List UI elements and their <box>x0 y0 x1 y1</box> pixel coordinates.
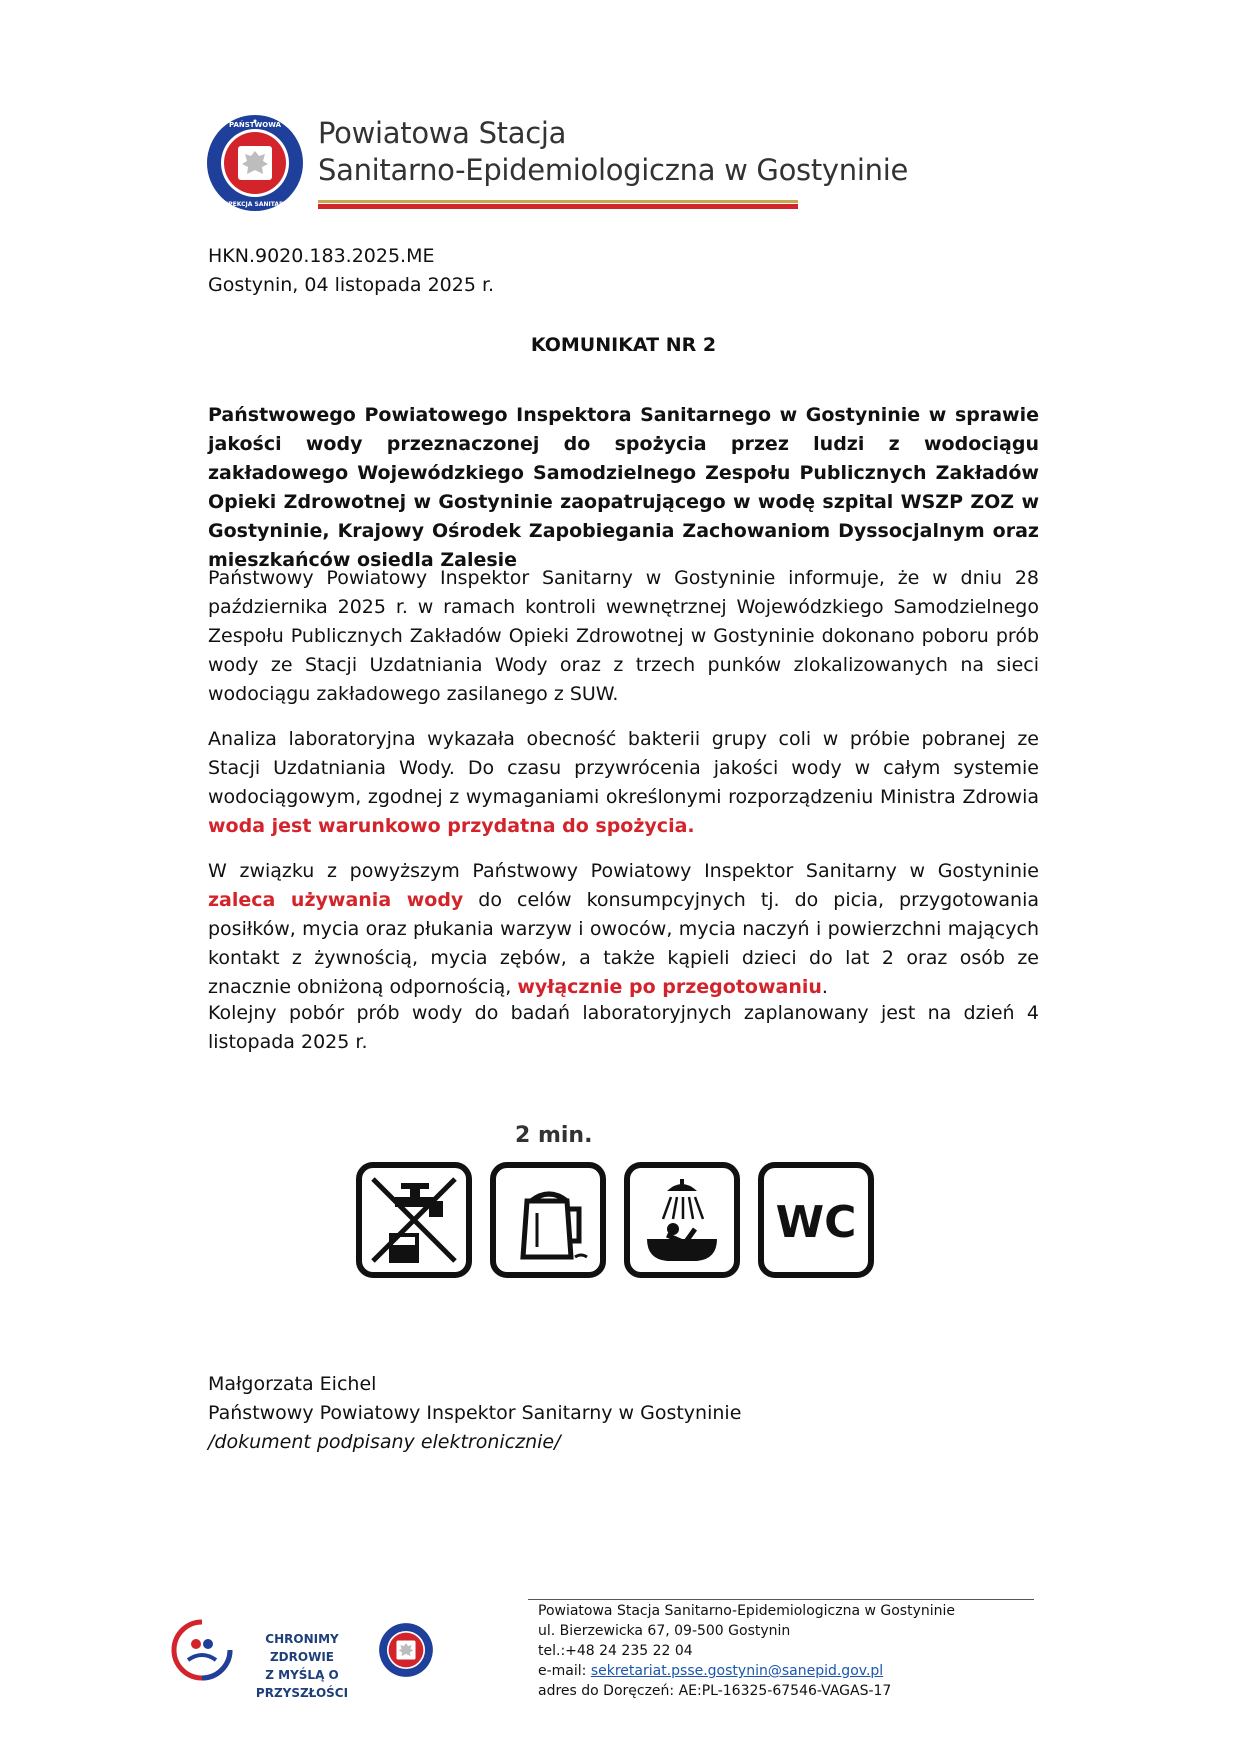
paragraph-2-text: Analiza laboratoryjna wykazała obecność bakterii grupy coli w próbie pobranej ze Stacji Uzdatniania Wody. Do czasu przywrócenia jakości wody w całym systemie wodociągowym, zgodnej z wymaganiami określonymi rozporządzeniu Ministra Zdrowia <box>208 728 1039 808</box>
paragraph-1: Państwowy Powiatowy Inspektor Sanitarny w Gostyninie informuje, że w dniu 28 października 2025 r. w ramach kontroli wewnętrznej Wojewódzkiego Samodzielnego Zespołu Publicznych Zakładów Opieki Zdrowotnej w Gostyninie dokonano poboru prób wody ze Stacji Uzdatniania Wody oraz z trzech punków zlokalizowanych na sieci wodociągu zakładowego zasilanego z SUW. <box>208 567 1039 705</box>
org-title-line2: Sanitarno-Epidemiologiczna w Gostyninie <box>318 153 908 187</box>
campaign-slogan <box>242 1630 362 1702</box>
paragraph-2-highlight: woda jest warunkowo przydatna do spożycia. <box>208 815 695 837</box>
announcement-subject: Państwowego Powiatowego Inspektora Sanitarnego w Gostyninie w sprawie jakości wody przeznaczonej do spożycia przez ludzi z wodociągu zakładowego Wojewódzkiego Samodzielnego Zespołu Publicznych Zakładów Opieki Zdrowotnej w Gostyninie zaopatrującego w wodę szpital WSZP ZOZ w Gostyninie, Krajowy Ośrodek Zapobiegania Zachowaniom Dyssocjalnym oraz mieszkańców osiedla Zalesie <box>208 404 1039 571</box>
header-divider <box>318 200 798 209</box>
paragraph-3-highlight-b: wyłącznie po przegotowaniu <box>517 976 822 998</box>
footer-email-label: e-mail: <box>538 1663 591 1679</box>
announcement-title: KOMUNIKAT NR 2 <box>530 334 717 356</box>
paragraph-3-text-b: do celów konsumpcyjnych tj. do picia, przygotowania posiłków, mycia oraz płukania warzyw i owoców, mycia naczyń i powierzchni mających kontakt z żywnością, mycia zębów, a także kąpieli dzieci do lat 2 oraz osób ze znacznie obniżoną odpornością, <box>208 889 1040 998</box>
footer-email-link[interactable]: sekretariat.psse.gostynin@sanepid.gov.pl <box>590 1663 884 1679</box>
signatory-name: Małgorzata Eichel <box>208 1373 377 1395</box>
paragraph-3 <box>208 857 1039 1002</box>
footer-delivery-address: adres do Doręczeń: AE:PL-16325-67546-VAGAS-17 <box>538 1683 892 1699</box>
footer-address: ul. Bierzewicka 67, 09-500 Gostynin <box>538 1623 791 1639</box>
paragraph-3-highlight-a: zaleca używania wody <box>208 889 464 911</box>
pictogram-row <box>355 1123 875 1293</box>
wc-label: WC <box>775 1197 857 1248</box>
campaign-line2: Z MYŚLĄ O PRZYSZŁOŚCI <box>255 1668 349 1700</box>
footer-org: Powiatowa Stacja Sanitarno-Epidemiologiczna w Gostyninie <box>538 1603 956 1619</box>
reference-number: HKN.9020.183.2025.ME <box>208 245 435 267</box>
pis-seal-small-icon <box>378 1622 434 1678</box>
footer-phone: tel.:+48 24 235 22 04 <box>538 1643 693 1659</box>
signature-block <box>208 1370 741 1457</box>
signatory-position: Państwowy Powiatowy Inspektor Sanitarny w Gostyninie <box>208 1402 742 1424</box>
paragraph-3-text-a: W związku z powyższym Państwowy Powiatowy Inspektor Sanitarny w Gostyninie <box>208 860 1039 882</box>
kettle-icon <box>489 1161 607 1279</box>
footer-divider <box>528 1599 1034 1600</box>
paragraph-4: Kolejny pobór prób wody do badań laboratoryjnych zaplanowany jest na dzień 4 listopada 2025 r. <box>208 1002 1039 1053</box>
footer-contact <box>538 1601 955 1701</box>
org-title-line1: Powiatowa Stacja <box>318 116 567 150</box>
place-date: Gostynin, 04 listopada 2025 r. <box>208 274 495 296</box>
boil-time-caption: 2 min. <box>515 1123 593 1148</box>
pis-seal-logo <box>205 113 305 213</box>
campaign-line1: CHRONIMY ZDROWIE <box>265 1632 339 1664</box>
signature-note: /dokument podpisany elektronicznie/ <box>208 1431 561 1453</box>
organization-title <box>318 115 908 189</box>
paragraph-3-end: . <box>821 976 828 998</box>
shower-bath-icon <box>623 1161 741 1279</box>
no-tap-water-icon <box>355 1161 473 1279</box>
wc-icon <box>757 1161 875 1279</box>
footer-logos <box>170 1618 440 1700</box>
campaign-logo-icon <box>170 1618 234 1682</box>
reference-block <box>208 242 494 300</box>
footer-email-line <box>538 1661 955 1681</box>
svg-text:INSPEKCJA SANITARNA: INSPEKCJA SANITARNA <box>216 201 294 208</box>
svg-text:PAŃSTWOWA: PAŃSTWOWA <box>228 121 282 129</box>
paragraph-2 <box>208 725 1039 841</box>
